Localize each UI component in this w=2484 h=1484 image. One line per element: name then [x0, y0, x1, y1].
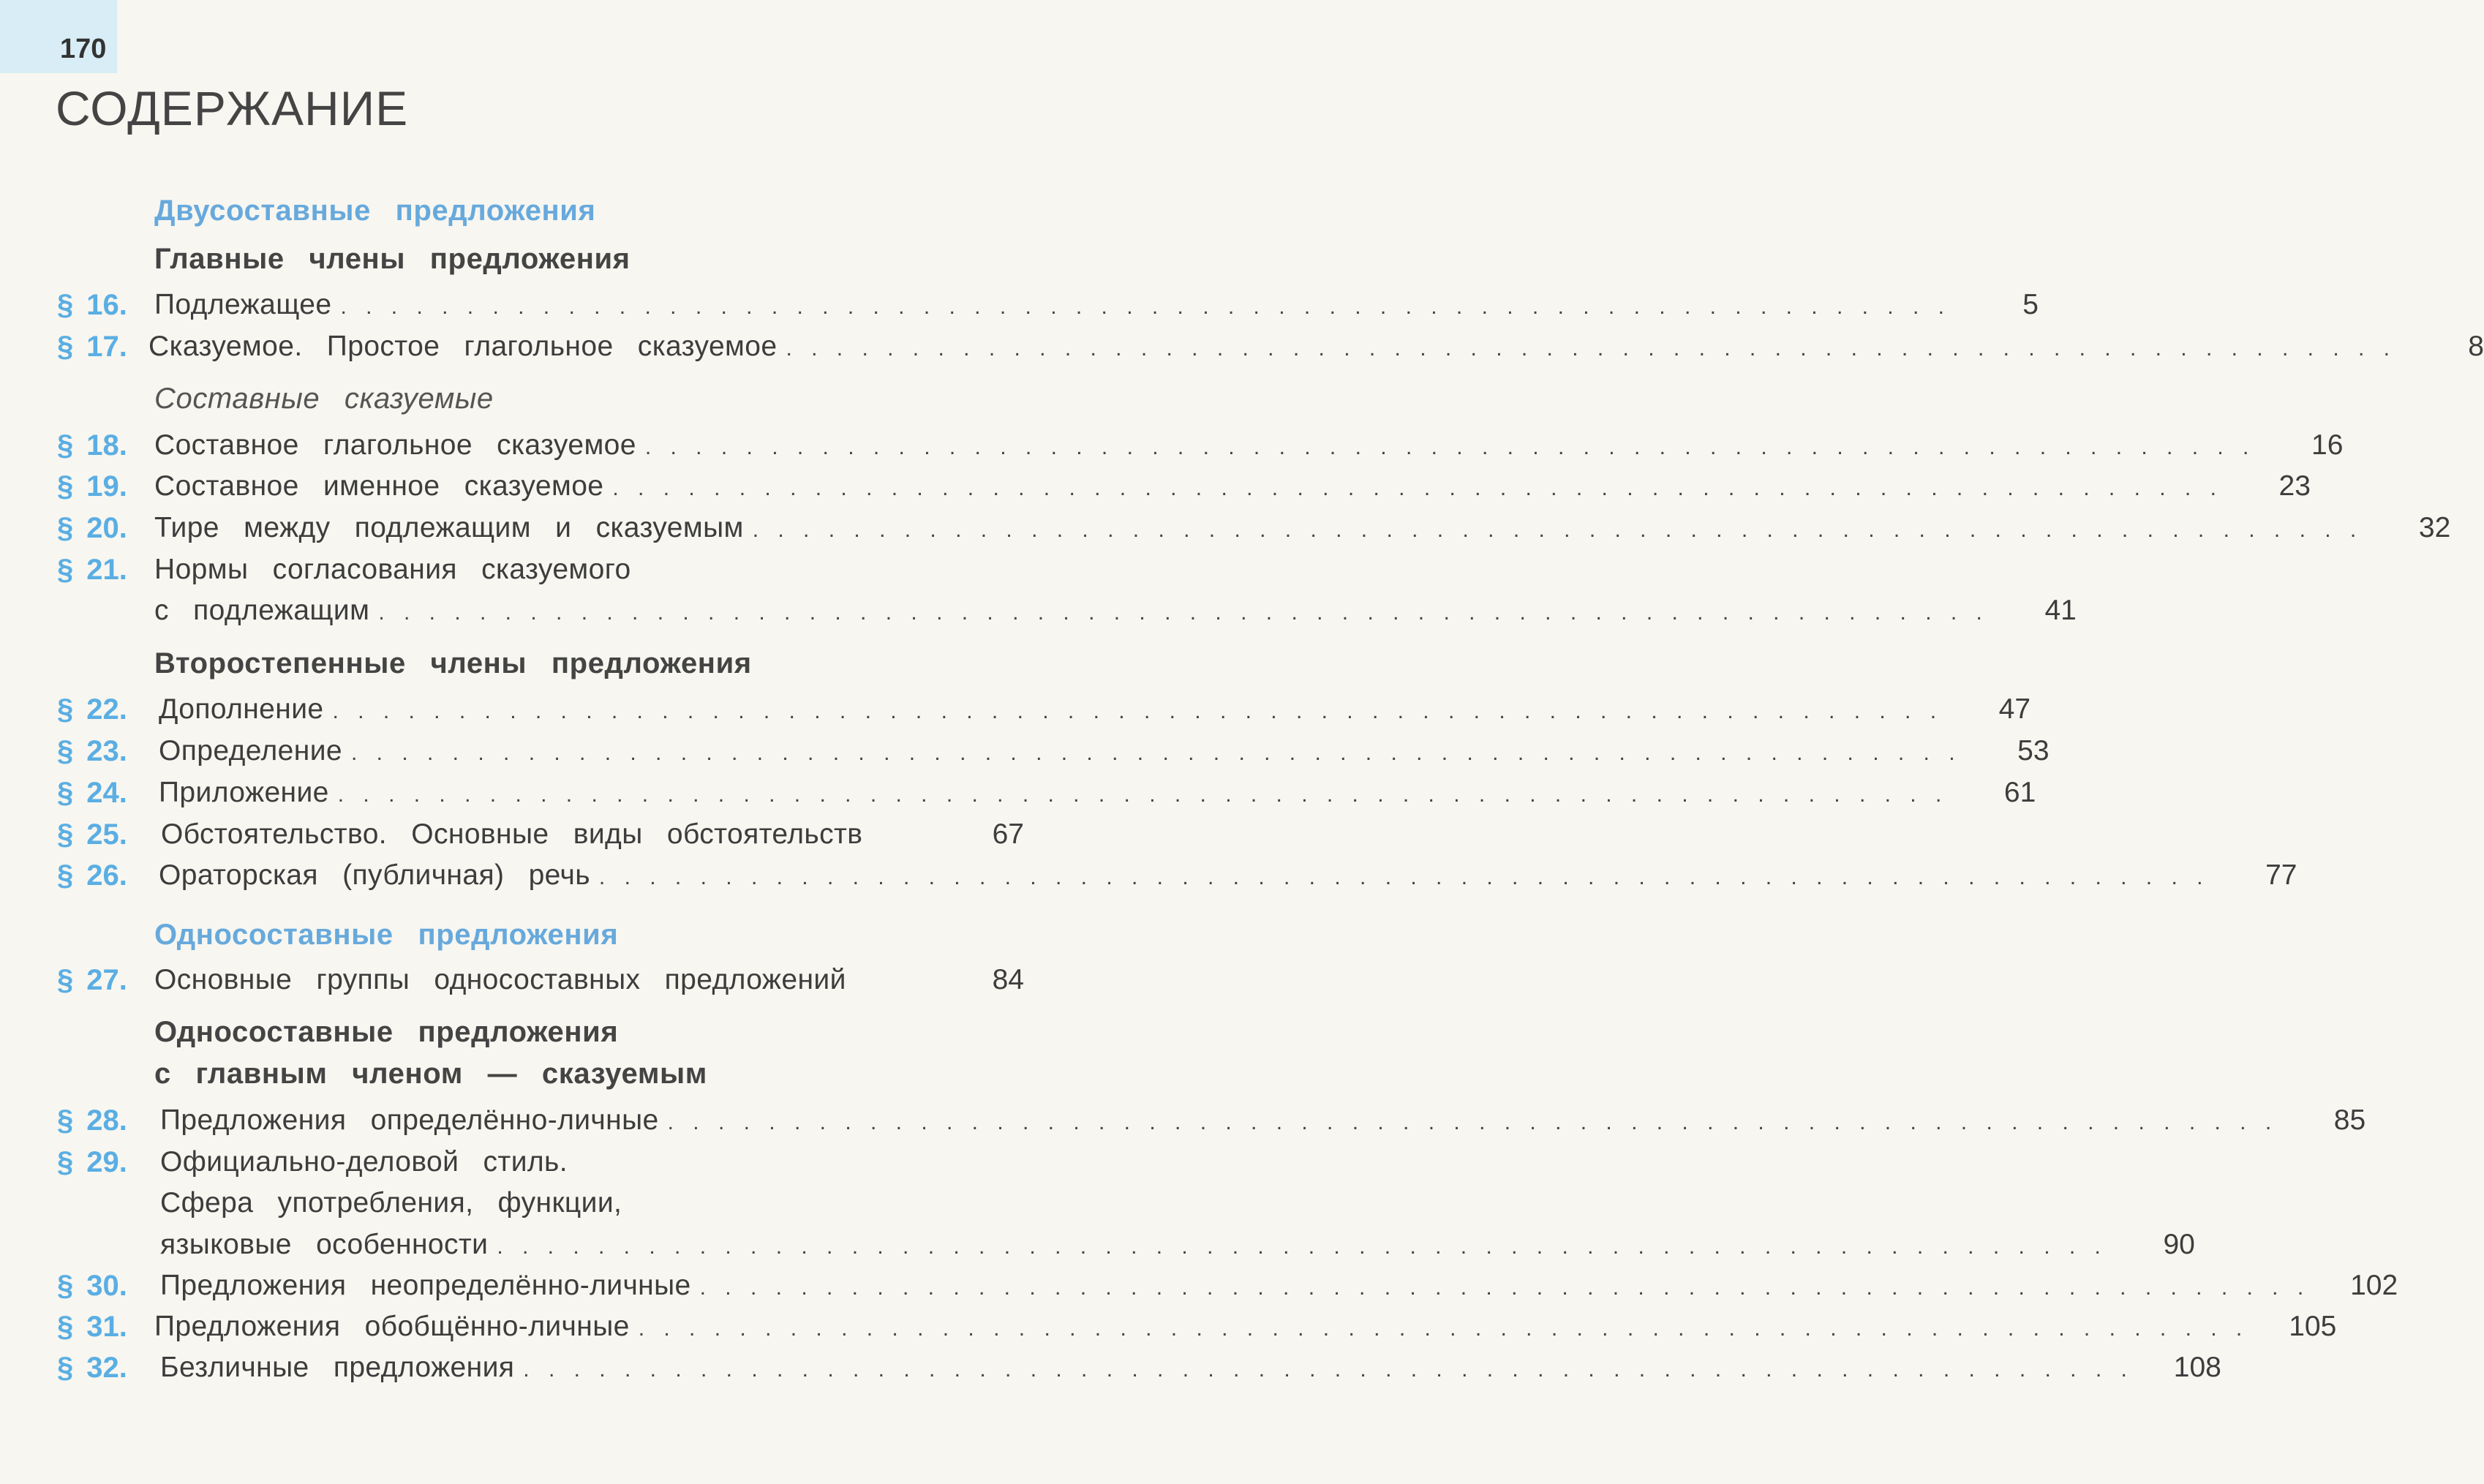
entry-page: 84	[992, 964, 1024, 995]
paragraph-number: § 24.	[57, 777, 127, 809]
dot-leader: . . . . . . . . . . . . . . . . . . . . . . . . . . . . . . . . . . . . . . . . . . . . . . . . . . . . . . . . . . . . . . . .	[337, 783, 1949, 807]
toc-entry-29[interactable]	[57, 1146, 2195, 1270]
toc-entry-27[interactable]	[57, 964, 1024, 1005]
entry-page: 77	[2265, 859, 2297, 891]
subsection-heading-main-members: Главные члены предложения	[154, 243, 631, 275]
entry-title-continued: языковые особенности	[160, 1229, 489, 1260]
dot-leader: . . . . . . . . . . . . . . . . . . . . . . . . . . . . . . . . . . . . . . . . . . . . . . . . . . . . . . . . . . . . . . . .	[497, 1235, 2107, 1259]
subsection-heading-compound-predicates: Составные сказуемые	[154, 383, 494, 415]
entry-title: Основные группы односоставных предложений	[154, 964, 846, 995]
subsection-heading-one-part-predicate-line2: с главным членом — сказуемым	[154, 1058, 707, 1090]
entry-page: 85	[2333, 1104, 2366, 1136]
toc-entry-22[interactable]	[57, 693, 2031, 734]
entry-page: 23	[2278, 470, 2311, 502]
toc-entry-25[interactable]	[57, 818, 1024, 859]
entry-title: Официально-деловой стиль.	[160, 1146, 568, 1178]
entry-title: Дополнение	[159, 693, 324, 725]
entry-page: 5	[2022, 289, 2039, 320]
dot-leader: . . . . . . . . . . . . . . . . . . . . . . . . . . . . . . . . . . . . . . . . . . . . . . . . . . . . . . . . . . . . . . . .	[523, 1357, 2134, 1382]
paragraph-number: § 25.	[57, 818, 127, 851]
dot-leader: . . . . . . . . . . . . . . . . . . . . . . . . . . . . . . . . . . . . . . . . . . . . . . . . . . . . . . . . . . . . . . . .	[638, 1317, 2249, 1341]
entry-title: Предложения неопределённо-личные	[160, 1270, 691, 1301]
paragraph-number: § 23.	[57, 735, 127, 767]
toc-entry-18[interactable]	[57, 429, 2344, 470]
toc-entry-28[interactable]	[57, 1104, 2366, 1145]
entry-page: 32	[2418, 512, 2451, 543]
dot-leader: . . . . . . . . . . . . . . . . . . . . . . . . . . . . . . . . . . . . . . . . . . . . . . . . . . . . . . . . . . . . . . . .	[612, 476, 2223, 500]
entry-title: Безличные предложения	[160, 1352, 515, 1383]
entry-page: 105	[2289, 1311, 2337, 1342]
toc-entry-30[interactable]	[57, 1270, 2398, 1311]
toc-entry-20[interactable]	[57, 512, 2451, 553]
page-number: 170	[60, 34, 107, 64]
paragraph-number: § 19.	[57, 470, 127, 502]
toc-entry-31[interactable]	[57, 1311, 2337, 1352]
paragraph-number: § 29.	[57, 1146, 127, 1178]
entry-page: 67	[992, 818, 1024, 850]
subsection-heading-one-part-predicate: Односоставные предложения	[154, 1016, 619, 1048]
entry-page: 16	[2311, 429, 2344, 461]
dot-leader: . . . . . . . . . . . . . . . . . . . . . . . . . . . . . . . . . . . . . . . . . . . . . . . . . . . . . . . . . . . . . . . .	[598, 865, 2210, 889]
dot-leader: . . . . . . . . . . . . . . . . . . . . . . . . . . . . . . . . . . . . . . . . . . . . . . . . . . . . . . . . . . . . . . . .	[667, 1110, 2278, 1134]
dot-leader: . . . . . . . . . . . . . . . . . . . . . . . . . . . . . . . . . . . . . . . . . . . . . . . . . . . . . . . . . . . . . . . .	[699, 1276, 2311, 1300]
toc-entry-17[interactable]	[57, 331, 2484, 372]
entry-title: Предложения определённо-личные	[160, 1104, 659, 1136]
subsection-heading-secondary-members: Второстепенные члены предложения	[154, 647, 752, 679]
toc-entry-16[interactable]	[57, 289, 2039, 330]
dot-leader: . . . . . . . . . . . . . . . . . . . . . . . . . . . . . . . . . . . . . . . . . . . . . . . . . . . . . . . . . . . . . . . .	[378, 600, 1989, 625]
dot-leader: . . . . . . . . . . . . . . . . . . . . . . . . . . . . . . . . . . . . . . . . . . . . . . . . . . . . . . . . . . . . . . . .	[644, 435, 2256, 459]
entry-title: Определение	[159, 735, 342, 767]
paragraph-number: § 31.	[57, 1311, 127, 1343]
entry-title: Составное именное сказуемое	[154, 470, 604, 502]
entry-title: Приложение	[159, 777, 329, 808]
section-heading-two-part: Двусоставные предложения	[154, 195, 596, 227]
toc-entry-24[interactable]	[57, 777, 2036, 818]
paragraph-number: § 32.	[57, 1352, 127, 1384]
paragraph-number: § 21.	[57, 554, 127, 586]
dot-leader: . . . . . . . . . . . . . . . . . . . . . . . . . . . . . . . . . . . . . . . . . . . . . . . . . . . . . . . . . . . . . . . .	[752, 518, 2363, 542]
entry-title: Ораторская (публичная) речь	[159, 859, 590, 891]
paragraph-number: § 20.	[57, 512, 127, 544]
paragraph-number: § 27.	[57, 964, 127, 996]
page-title: СОДЕРЖАНИЕ	[56, 81, 409, 135]
entry-title: Сказуемое. Простое глагольное сказуемое	[148, 331, 778, 362]
paragraph-number: § 22.	[57, 693, 127, 726]
entry-page: 108	[2173, 1352, 2221, 1383]
entry-page: 61	[2003, 777, 2036, 808]
entry-title: Нормы согласования сказуемого	[154, 554, 631, 585]
entry-page: 47	[1998, 693, 2031, 725]
toc-entry-26[interactable]	[57, 859, 2297, 900]
dot-leader: . . . . . . . . . . . . . . . . . . . . . . . . . . . . . . . . . . . . . . . . . . . . . . . . . . . . . . . . . . . . . . . .	[332, 699, 1943, 723]
toc-entry-23[interactable]	[57, 735, 2050, 776]
paragraph-number: § 26.	[57, 859, 127, 892]
entry-page: 102	[2350, 1270, 2398, 1301]
dot-leader: . . . . . . . . . . . . . . . . . . . . . . . . . . . . . . . . . . . . . . . . . . . . . . . . . . . . . . . . . . . . . . . .	[786, 336, 2396, 361]
section-heading-one-part: Односоставные предложения	[154, 919, 619, 951]
entry-title-continued: с подлежащим	[154, 595, 370, 626]
entry-title: Тире между подлежащим и сказуемым	[154, 512, 744, 543]
entry-page: 90	[2163, 1229, 2195, 1260]
dot-leader: . . . . . . . . . . . . . . . . . . . . . . . . . . . . . . . . . . . . . . . . . . . . . . . . . . . . . . . . . . . . . . . .	[351, 741, 1962, 765]
entry-page: 41	[2044, 595, 2077, 626]
toc-entry-32[interactable]	[57, 1352, 2221, 1393]
paragraph-number: § 17.	[57, 331, 127, 363]
entry-title: Обстоятельство. Основные виды обстоятельств	[161, 818, 863, 850]
entry-title-continued: Сфера употребления, функции,	[160, 1187, 622, 1219]
entry-title: Составное глагольное сказуемое	[154, 429, 636, 461]
entry-title: Предложения обобщённо-личные	[154, 1311, 630, 1342]
toc-entry-21[interactable]	[57, 554, 2077, 636]
entry-title: Подлежащее	[154, 289, 332, 320]
dot-leader: . . . . . . . . . . . . . . . . . . . . . . . . . . . . . . . . . . . . . . . . . . . . . . . . . . . . . . . . . . . . . . . .	[340, 295, 1951, 319]
entry-page: 53	[2017, 735, 2050, 767]
entry-page: 8	[2468, 331, 2484, 362]
paragraph-number: § 30.	[57, 1270, 127, 1302]
paragraph-number: § 16.	[57, 289, 127, 321]
toc-entry-19[interactable]	[57, 470, 2311, 511]
paragraph-number: § 18.	[57, 429, 127, 462]
paragraph-number: § 28.	[57, 1104, 127, 1137]
